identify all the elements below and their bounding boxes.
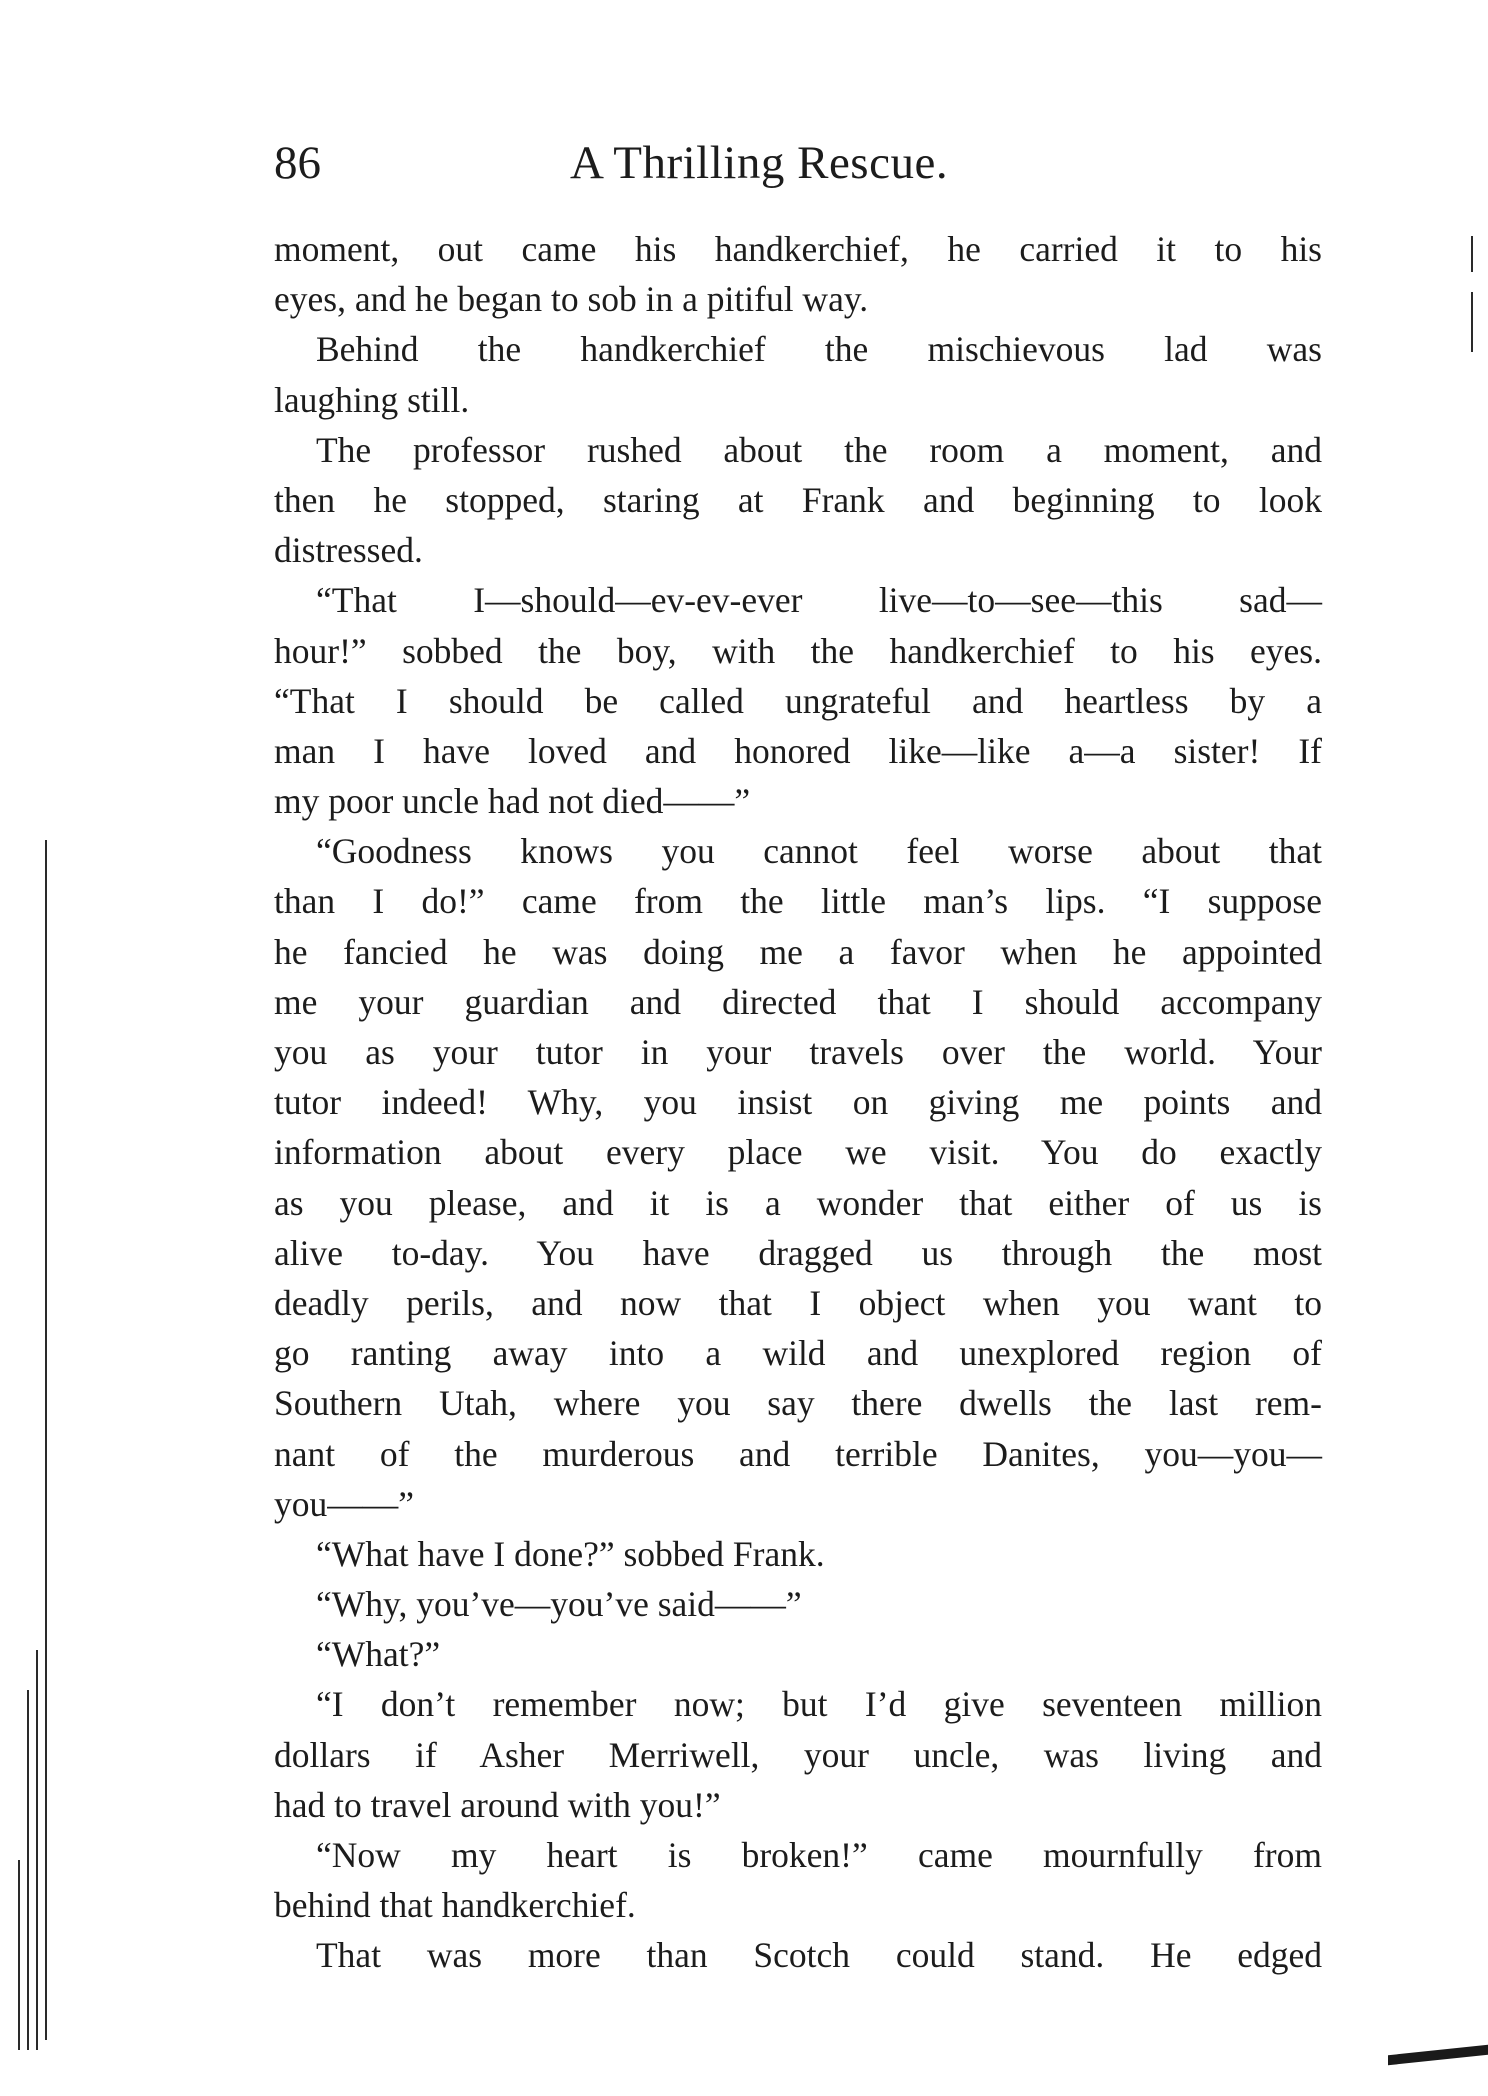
text-line: you——” — [274, 1483, 415, 1524]
scan-edge-mark — [1471, 292, 1473, 352]
text-line: as you please, and it is a wonder that either of us is — [274, 1182, 1322, 1223]
text-line: hour!” sobbed the boy, with the handkerchief to his eyes. — [274, 630, 1322, 671]
text-line: laughing still. — [274, 379, 470, 420]
text-line: man I have loved and honored like—like a—a sister! If — [274, 730, 1322, 771]
text-line: That was more than Scotch could stand. He edged — [316, 1935, 1322, 1976]
text-line: had to travel around with you!” — [274, 1784, 721, 1825]
text-line: you as your tutor in your travels over the world. Your — [274, 1032, 1322, 1072]
text-line: “I don’t remember now; but I’d give seventeen million — [316, 1684, 1322, 1725]
text-line: moment, out came his handkerchief, he carried it to his — [274, 229, 1322, 269]
text-line: “That I should be called ungrateful and heartless by a — [274, 680, 1322, 721]
binding-shadow-line — [45, 840, 47, 2040]
text-line: nant of the murderous and terrible Danites, you—you— — [274, 1433, 1322, 1474]
text-line: “What have I done?” sobbed Frank. — [316, 1533, 825, 1574]
text-line: alive to-day. You have dragged us through the most — [274, 1232, 1322, 1273]
text-line: my poor uncle had not died——” — [274, 781, 751, 822]
binding-shadow-line — [36, 1650, 38, 2050]
text-line: “What?” — [316, 1634, 441, 1675]
running-title: A Thrilling Rescue. — [570, 137, 949, 189]
text-line: dollars if Asher Merriwell, your uncle, was living and — [274, 1734, 1322, 1775]
text-line: information about every place we visit. You do exactly — [274, 1132, 1322, 1173]
binding-shadow-line — [27, 1690, 29, 2050]
text-line: tutor indeed! Why, you insist on giving me points and — [274, 1082, 1322, 1123]
binding-shadow-line — [18, 1860, 20, 2050]
running-head — [274, 128, 1324, 198]
text-line: “Why, you’ve—you’ve said——” — [316, 1584, 802, 1625]
text-line: go ranting away into a wild and unexplored region of — [274, 1333, 1322, 1374]
text-line: distressed. — [274, 530, 423, 571]
scan-corner-mark — [1388, 2045, 1488, 2066]
text-line: eyes, and he began to sob in a pitiful way. — [274, 279, 869, 320]
text-line: Southern Utah, where you say there dwells the last rem- — [274, 1383, 1322, 1424]
text-line: behind that handkerchief. — [274, 1885, 636, 1926]
text-line: Behind the handkerchief the mischievous lad was — [316, 329, 1322, 370]
text-line: me your guardian and directed that I should accompany — [274, 981, 1322, 1022]
body-text — [274, 224, 1322, 1981]
text-line: he fancied he was doing me a favor when he appointed — [274, 931, 1322, 972]
text-line: “Goodness knows you cannot feel worse about that — [316, 831, 1322, 872]
scan-edge-mark — [1471, 236, 1473, 272]
text-line: then he stopped, staring at Frank and beginning to look — [274, 479, 1322, 520]
text-line: deadly perils, and now that I object when you want to — [274, 1282, 1322, 1323]
text-line: “Now my heart is broken!” came mournfully from — [316, 1835, 1322, 1875]
page-number: 86 — [274, 137, 321, 189]
text-line: than I do!” came from the little man’s lips. “I suppose — [274, 881, 1322, 922]
text-line: “That I—should—ev-ev-ever live—to—see—this sad— — [316, 580, 1322, 621]
text-line: The professor rushed about the room a moment, and — [316, 429, 1322, 470]
